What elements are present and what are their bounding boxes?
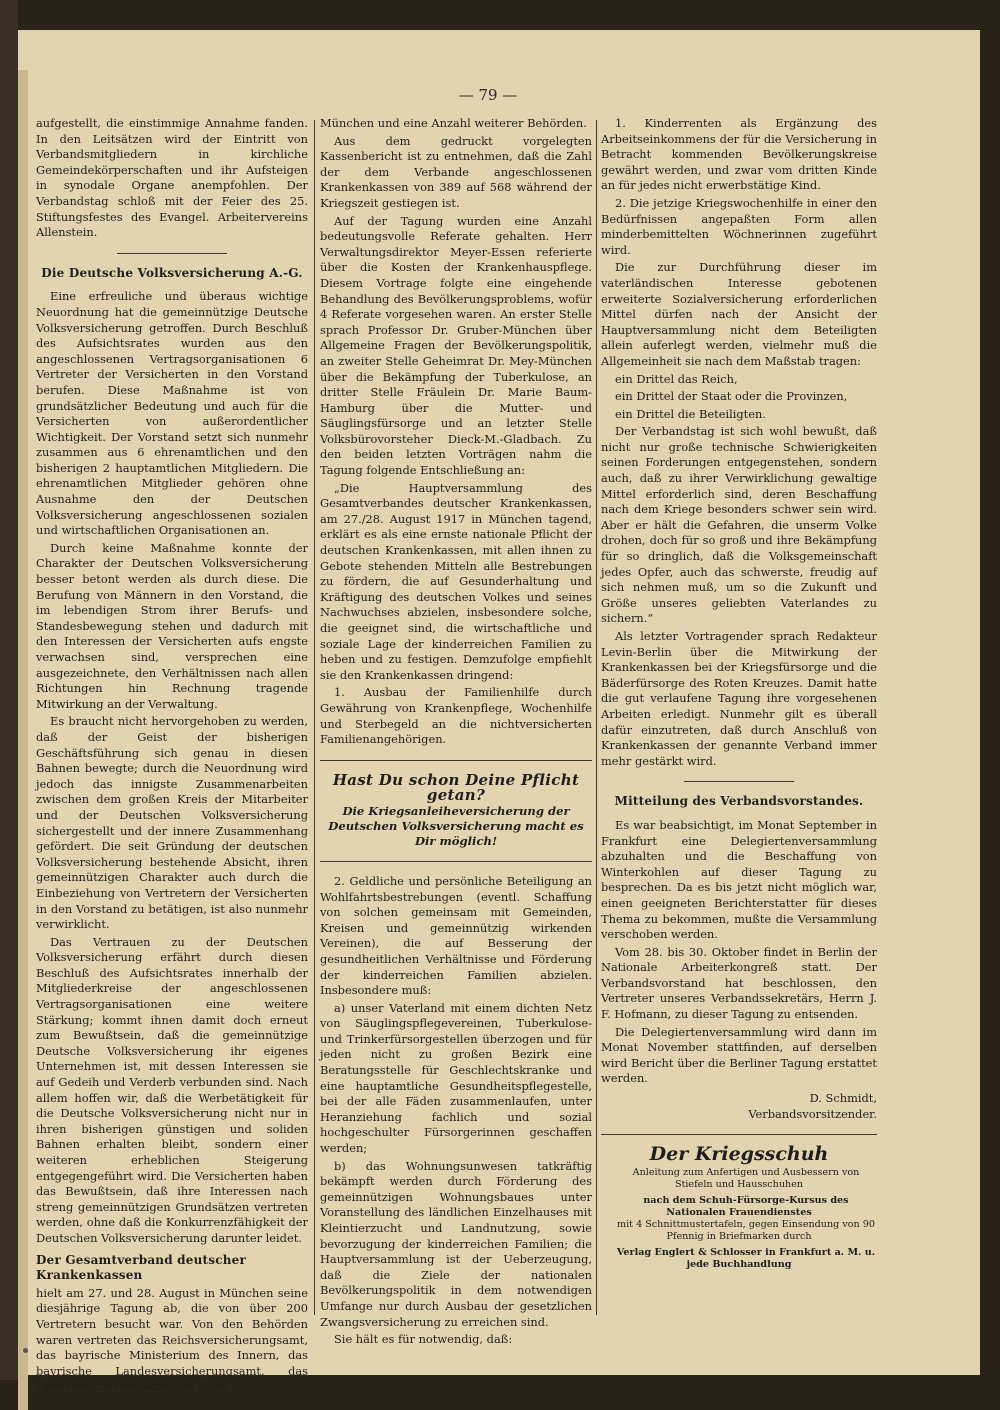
paragraph: hielt am 27. und 28. August in München seine diesjährige Tagung ab, die von über 200 Vertretern besucht war. Von den Behörden waren vertreten das Reichsversicherungsamt, das bayrische Ministerium des Innern, das bayrische Landesversicherungsamt, das Oberversicherungsamt, die Stadt [36,1285,308,1394]
divider [320,861,592,862]
paragraph: b) das Wohnungsunwesen tatkräftig bekämpft werden durch Förderung des gemeinnützigen Wohnungsbaues unter Voranstellung des ländlichen Einzelhauses mit Kleintierzucht und Landnutzung, sowie bevorzugung der kinderreichen Familien; die Hauptversammlung ist der Ueberzeugung, daß die Ziele der nationalen Bevölkerungspolitik in dem notwendigen Umfange nur durch Ausbau der gesetzlichen Zwangsversicherung zu erreichen sind. [320,1158,592,1329]
paragraph: Aus dem gedruckt vorgelegten Kassenbericht ist zu entnehmen, daß die Zahl der dem Verbande angeschlossenen Krankenkassen von 389 auf 568 während der Kriegszeit gestiegen ist. [320,133,592,210]
paragraph: Es braucht nicht hervorgehoben zu werden, daß der Geist der bisherigen Geschäftsführung sich genau in diesen Bahnen bewegte; durch die Neuordnung wird jedoch das innigste Zusammenarbeiten zwischen dem großen Kreis der Mitarbeiter und der Deutschen Volksversicherung sichergestellt und der innere Zusammenhang gefördert. Die seit Gründung der deutschen Volksversicherung bestehende Absicht, ihren gemeinnützigen Charakter auch durch die Einbeziehung von Vertretern der Versicherten in den Vorstand zu betätigen, ist also nunmehr verwirklicht. [36,714,308,932]
paragraph: „Die Hauptversammlung des Gesamtverbandes deutscher Krankenkassen, am 27./28. August 1917 in München tagend, erklärt es als eine ernste nationale Pflicht der deutschen Krankenkassen, mit allen ihnen zu Gebote stehenden Mitteln alle Bestrebungen zu fördern, die auf Gesunderhaltung und Kräftigung des deutschen Volkes und seines Nachwuchses abzielen, insbesondere solche, die geeignet sind, die wirtschaftliche und soziale Lage der kinderreichen Familien zu heben und zu festigen. Demzufolge empfiehlt sie den Krankenkassen dringend: [320,480,592,682]
divider [320,760,592,761]
column-3 [601,116,877,1328]
column-1 [36,116,308,1394]
ad-text: nach dem Schuh-Fürsorge-Kursus des Nationalen Frauendienstes [643,1194,849,1218]
ad-headline: Hast Du schon Deine Pflicht getan? [332,770,580,805]
ad-text: Die Kriegsanleiheversicherung der Deutschen Volksversicherung macht es Dir möglich! [328,803,584,848]
column-divider [314,120,315,1315]
signature-title: Verbandsvorsitzender. [748,1106,877,1121]
paragraph: 2. Geldliche und persönliche Beteiligung an Wohlfahrtsbestrebungen (eventl. Schaffung von solchen gemeinsam mit Gemeinden, Kreisen und gemeinnützig wirkenden Vereinen), die auf Besserung der gesundheitlichen Verhältnisse und Förderung der kinderreichen Familien abzielen. Insbesondere muß: [320,873,592,998]
newspaper-page [18,30,980,1394]
paper-mark [23,1348,28,1353]
insurance-advertisement [320,770,592,849]
paragraph: Eine erfreuliche und überaus wichtige Neuordnung hat die gemeinnützige Deutsche Volksversicherung getroffen. Durch Beschluß des Aufsichtsrates wurden aus den angeschlossenen Vertragsorganisationen 6 Vertreter der Versicherten in den Vorstand berufen. Diese Maßnahme ist von grundsätzlicher Bedeutung und auch für die Versicherten von außerordentlicher Wichtigkeit. Der Vorstand setzt sich nunmehr zusammen aus 6 ehrenamtlichen und den bisherigen 2 hauptamtlichen Mitgliedern. Die ehrenamtlichen Mitglieder gehören ohne Ausnahme den der Deutschen Volksversicherung angeschlossenen sozialen und wirtschaftlichen Organisationen an. [36,289,308,538]
divider [117,253,227,254]
page-number: — 79 — [458,86,518,104]
book-binding [0,0,18,1380]
column-2 [320,116,592,1347]
signature-name: D. Schmidt, [809,1091,877,1106]
signature-block [601,1091,877,1122]
paragraph: Es war beabsichtigt, im Monat September in Frankfurt eine Delegiertenversammlung abzuhalten und die Beschaffung von Winterkohlen auf dieser Tagung zu besprechen. Da es bis jetzt nicht möglich war, einen geeigneten Berichterstatter für dieses Thema zu bekommen, mußte die Versammlung verschoben werden. [601,817,877,942]
list-item: ein Drittel das Reich, [615,371,738,386]
paragraph: aufgestellt, die einstimmige Annahme fanden. In den Leitsätzen wird der Eintritt von Verbandsmitgliedern in kirchliche Gemeindekörperschaften und ihr Aufsteigen in synodale Organe anempfohlen. Der Verbandstag schloß mit der Feier des 25. Stiftungsfestes des Evangel. Arbeitervereins Allenstein. [36,116,308,240]
ad-publisher: Verlag Englert & Schlosser in Frankfurt a. M. u. jede Buchhandlung [616,1246,876,1270]
list-item: ein Drittel die Beteiligten. [615,406,766,421]
ad-title: Der Kriegsschuh [649,1143,829,1166]
article-heading: Der Gesamtverband deutscher Krankenkassen [36,1252,247,1283]
paragraph: 1. Ausbau der Familienhilfe durch Gewährung von Krankenpflege, Wochenhilfe und Sterbegeld an die nichtversicherten Familienangehörigen. [320,685,592,747]
paragraph: Durch keine Maßnahme konnte der Charakter der Deutschen Volksversicherung besser betont werden als durch diese. Die Berufung von Männern in den Vorstand, die im lebendigen Strom ihrer Berufs- und Standesbewegung stehen und dadurch mit den Interessen der Versicherten aufs engste verwachsen sind, versprechen eine ausgezeichnete, den Verhältnissen nach allen Richtungen hin Rechnung tragende Mitwirkung an der Verwaltung. [36,540,308,711]
page-edge [18,70,28,1410]
paragraph: Auf der Tagung wurden eine Anzahl bedeutungsvolle Referate gehalten. Herr Verwaltungsdirektor Meyer-Essen referierte über die Kosten der Krankenhauspflege. Diesem Vortrage folgte eine eingehende Behandlung des Bevölkerungsproblems, wofür 4 Referate vorgesehen waren. An erster Stelle sprach Professor Dr. Gruber-München über Allgemeine Fragen der Bevölkerungspolitik, an zweiter Stelle Geheimrat Dr. Mey-München über die Bekämpfung der Tuberkulose, an dritter Stelle Fräulein Dr. Marie Baum-Hamburg über die Mutter- und Säuglingsfürsorge und an letzter Stelle Volksbürovorsteher Dieck-M.-Gladbach. Zu den beiden letzten Vorträgen nahm die Tagung folgende Entschließung an: [320,213,592,478]
paragraph: München und eine Anzahl weiterer Behörden. [320,116,587,130]
paragraph: Der Verbandstag ist sich wohl bewußt, daß nicht nur große technische Schwierigkeiten seinen Forderungen entgegenstehen, sondern auch, daß zu ihrer Verwirklichung gewaltige Mittel erforderlich sind, deren Beschaffung nach dem Kriege besonders schwer sein wird. Aber er hält die Gefahren, die unserm Volke drohen, doch für so groß und ihre Bekämpfung für so dringlich, daß die Volksgemeinschaft jedes Opfer, auch das schwerste, freudig auf sich nehmen muß, um so die Zukunft und Größe unseres geliebten Vaterlandes zu sichern.“ [601,424,877,626]
paragraph: Als letzter Vortragender sprach Redakteur Levin-Berlin über die Mitwirkung der Krankenkassen bei der Kriegsfürsorge und die Bäderfürsorge des Roten Kreuzes. Damit hatte die gut verlaufene Tagung ihre vorgesehenen Arbeiten erledigt. Nunmehr gilt es überall dafür einzutreten, daß durch Anschluß von Krankenkassen der genannte Verband immer mehr gestärkt wird. [601,629,877,768]
article-heading: Mitteilung des Verbandsvorstandes. [614,794,864,809]
ad-text: mit 4 Schnittmustertafeln, gegen Einsendung von 90 Pfennig in Briefmarken durch [617,1218,875,1242]
kriegsschuh-advertisement [601,1143,877,1271]
article-heading: Die Deutsche Volksversicherung A.-G. [41,265,303,280]
column-divider [596,120,597,1315]
ad-text: Anleitung zum Anfertigen und Ausbessern von Stiefeln und Hausschuhen [632,1166,860,1190]
divider [601,1134,877,1135]
paragraph: Das Vertrauen zu der Deutschen Volksversicherung erfährt durch diesen Beschluß des Aufsichtsrates innerhalb der Mitgliederkreise der angeschlossenen Vertragsorganisationen eine weitere Stärkung; kommt ihnen damit doch erneut zum Bewußtsein, daß die gemeinnützige Deutsche Volksversicherung ihr eigenes Unternehmen ist, mit dessen Interessen sie auf Gedeih und Verderb verbunden sind. Nach allem hoffen wir, daß die Werbetätigkeit für die Deutsche Volksversicherung nicht nur in ihren bisherigen günstigen und soliden Bahnen erhalten bleibt, sondern einer weiteren erheblichen Steigerung entgegengeführt wird. Die Versicherten haben das Bewußtsein, daß ihre Interessen nach streng gemeinnützigen Grundsätzen vertreten werden, ohne daß die Konkurrenzfähigkeit der Deutschen Volksversicherung darunter leidet. [36,934,308,1245]
paragraph: Vom 28. bis 30. Oktober findet in Berlin der Nationale Arbeiterkongreß statt. Der Verbandsvorstand hat beschlossen, den Vertreter unseres Verbandssekretärs, Herrn J. F. Hofmann, zu dieser Tagung zu entsenden. [601,944,877,1022]
paragraph: a) unser Vaterland mit einem dichten Netz von Säuglingspflegevereinen, Tuberkulose- und Trinkerfürsorgestellen überzogen und für jeden nicht zu großen Bezirk eine Beratungsstelle für Geschlechtskranke und eine hauptamtliche Gesundheitspflegestelle, bei der alle Fäden zusammenlaufen, unter Heranziehung fachlich und sozial hochgeschulter Fürsorgerinnen geschaffen werden; [320,1000,592,1156]
list-item: ein Drittel der Staat oder die Provinzen, [615,389,848,404]
divider [684,781,794,782]
paragraph: Die Delegiertenversammlung wird dann im Monat November stattfinden, auf derselben wird Bericht über die Berliner Tagung erstattet werden. [601,1024,877,1086]
paragraph: 2. Die jetzige Kriegswochenhilfe in einer den Bedürfnissen angepaßten Form allen minderbemittelten Wöchnerinnen zugeführt wird. [601,195,877,257]
paragraph: Sie hält es für notwendig, daß: [334,1332,513,1347]
paragraph: 1. Kinderrenten als Ergänzung des Arbeitseinkommens der für die Versicherung in Betracht kommenden Bevölkerungskreise gewährt werden, und zwar vom dritten Kinde an für jedes nicht erwerbstätige Kind. [601,116,877,193]
paragraph: Die zur Durchführung dieser im vaterländischen Interesse gebotenen erweiterte Sozialversicherung erforderlichen Mittel dürfen nach der Ansicht der Hauptversammlung nicht dem Beteiligten allein auferlegt werden, vielmehr muß die Allgemeinheit sie nach dem Maßstab tragen: [601,260,877,368]
